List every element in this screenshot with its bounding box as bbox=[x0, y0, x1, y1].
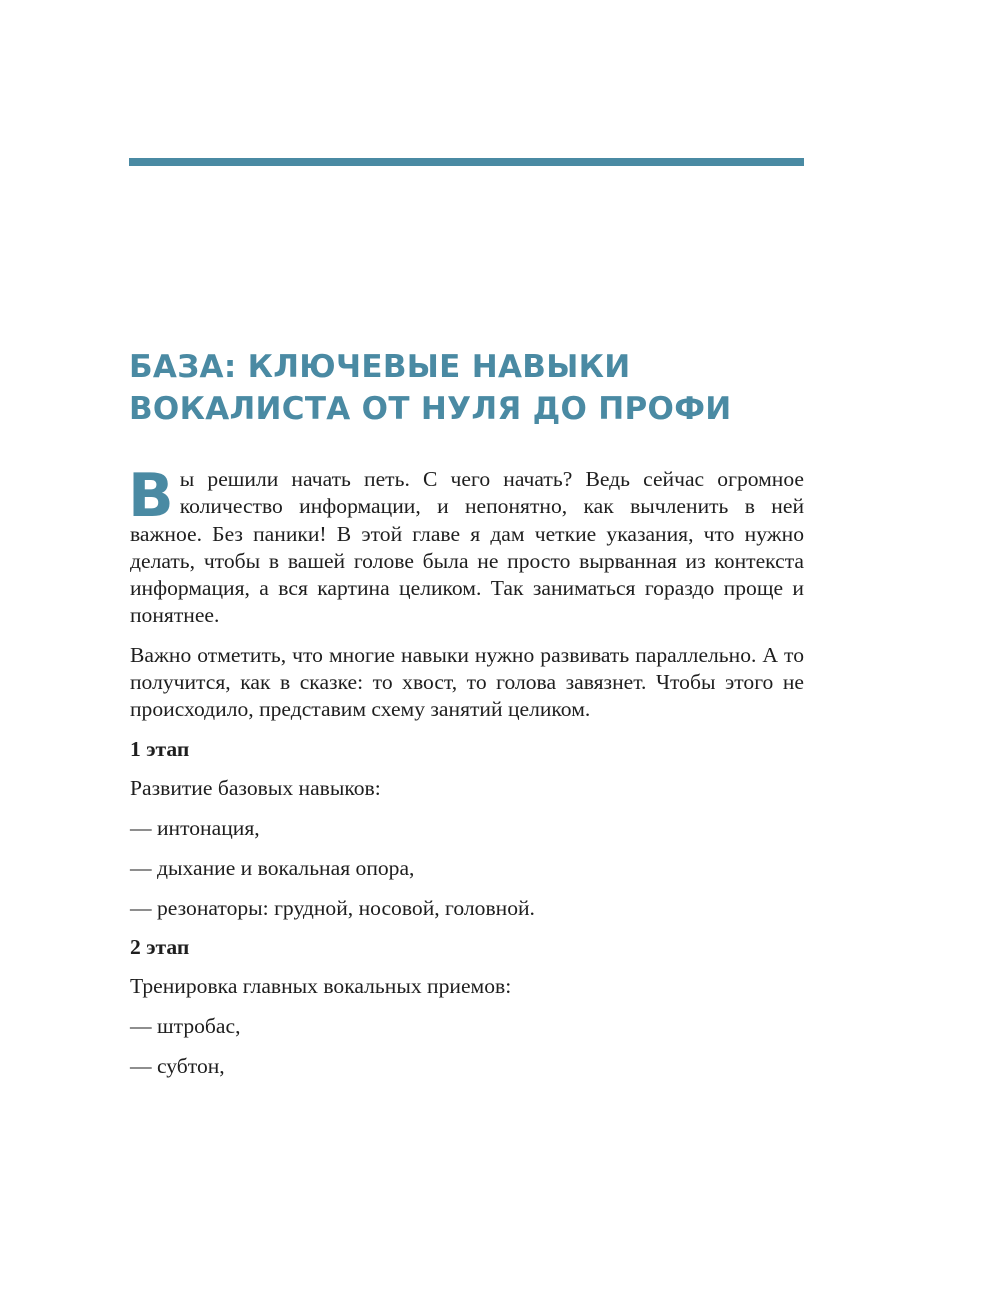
stage-1-intro: Развитие базовых навыков: bbox=[130, 775, 381, 800]
chapter-title bbox=[129, 346, 819, 430]
dash-bullet: — bbox=[130, 1014, 152, 1039]
intro-paragraph bbox=[128, 461, 804, 630]
chapter-title-line-1: БАЗА: КЛЮЧЕВЫЕ НАВЫКИ bbox=[129, 349, 631, 385]
stage-2-heading: 2 этап bbox=[130, 934, 190, 959]
intro-paragraph-text: ы решили начать петь. С чего начать? Ведь сейчас огромное количество информации, и непонятно, как вычленить в ней важное. Без паники! В этой главе я дам четкие указания, что нужно делать, чтобы в вашей голове была не просто вырванная из контекста информация, а вся картина целиком. Так заниматься гораздо проще и понятнее. bbox=[130, 467, 804, 628]
chapter-title-line-2: ВОКАЛИСТА ОТ НУЛЯ ДО ПРОФИ bbox=[129, 391, 732, 427]
dash-bullet: — bbox=[130, 855, 152, 880]
drop-cap: В bbox=[128, 461, 174, 531]
stage-1-heading: 1 этап bbox=[130, 736, 190, 761]
list-item bbox=[130, 815, 804, 842]
list-item bbox=[130, 895, 804, 922]
list-item-text: субтон, bbox=[157, 1054, 225, 1079]
dash-bullet: — bbox=[130, 895, 152, 920]
list-item bbox=[130, 855, 804, 882]
stage-2-intro: Тренировка главных вокальных приемов: bbox=[130, 974, 512, 999]
list-item bbox=[130, 1013, 804, 1040]
list-item-text: резонаторы: грудной, носовой, головной. bbox=[157, 895, 535, 920]
list-item-text: дыхание и вокальная опора, bbox=[157, 855, 415, 880]
list-item bbox=[130, 1053, 804, 1080]
top-rule bbox=[129, 158, 804, 166]
dash-bullet: — bbox=[130, 815, 152, 840]
list-item-text: штробас, bbox=[157, 1014, 241, 1039]
second-paragraph: Важно отметить, что многие навыки нужно развивать параллельно. А то получится, как в сказке: то хвост, то голова завязнет. Чтобы этого не происходило, представим схему занятий целиком. bbox=[130, 642, 804, 722]
dash-bullet: — bbox=[130, 1054, 152, 1079]
chapter-body bbox=[128, 461, 804, 1080]
list-item-text: интонация, bbox=[157, 815, 260, 840]
